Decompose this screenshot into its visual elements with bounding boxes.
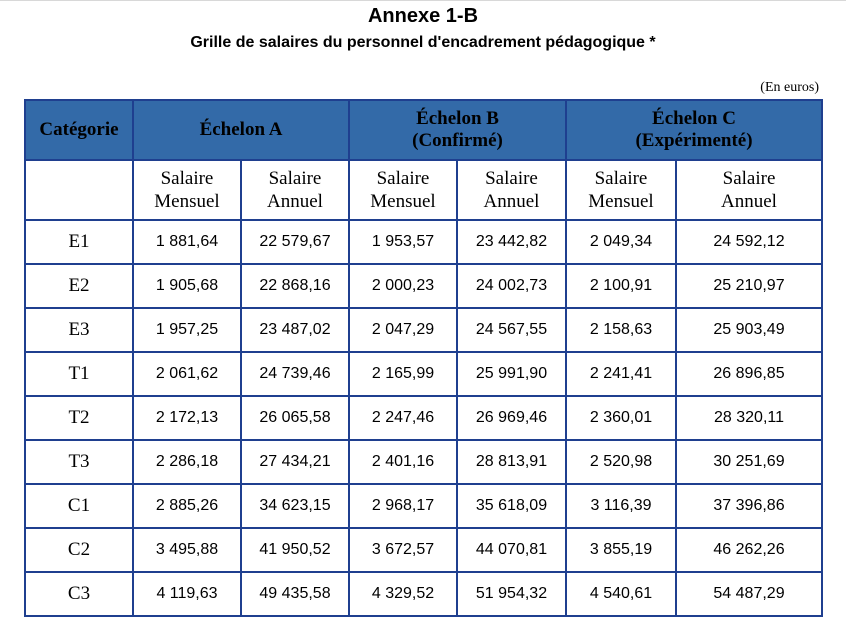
value-cell: 26 896,85	[676, 352, 822, 396]
value-cell: 24 002,73	[457, 264, 566, 308]
value-cell: 2 000,23	[349, 264, 457, 308]
value-cell: 34 623,15	[241, 484, 349, 528]
value-cell: 2 401,16	[349, 440, 457, 484]
value-cell: 2 100,91	[566, 264, 676, 308]
value-cell: 49 435,58	[241, 572, 349, 616]
value-cell: 4 329,52	[349, 572, 457, 616]
table-row	[25, 352, 822, 396]
subheader-line2: Annuel	[267, 191, 323, 212]
subheader-line1: Salaire	[376, 168, 430, 189]
value-cell: 1 905,68	[133, 264, 241, 308]
category-header: Catégorie	[25, 100, 133, 160]
unit-note: (En euros)	[760, 80, 819, 95]
group-header-line1: Échelon C	[652, 108, 736, 129]
value-cell: 37 396,86	[676, 484, 822, 528]
subheader-monthly-c	[566, 160, 676, 220]
top-divider	[0, 0, 846, 1]
value-cell: 2 241,41	[566, 352, 676, 396]
value-cell: 2 520,98	[566, 440, 676, 484]
value-cell: 28 813,91	[457, 440, 566, 484]
category-cell: T3	[25, 440, 133, 484]
value-cell: 2 286,18	[133, 440, 241, 484]
value-cell: 2 061,62	[133, 352, 241, 396]
table-row	[25, 264, 822, 308]
subheader-line2: Mensuel	[154, 191, 220, 212]
category-cell: C3	[25, 572, 133, 616]
value-cell: 4 540,61	[566, 572, 676, 616]
value-cell: 2 247,46	[349, 396, 457, 440]
group-header-line2: (Confirmé)	[412, 130, 503, 151]
document-subtitle: Grille de salaires du personnel d'encadrement pédagogique *	[190, 34, 656, 51]
value-cell: 2 047,29	[349, 308, 457, 352]
table-row	[25, 220, 822, 264]
subheader-line2: Annuel	[483, 191, 540, 212]
subheader-annual-c	[676, 160, 822, 220]
subheader-line1: Salaire	[268, 168, 322, 189]
value-cell: 2 968,17	[349, 484, 457, 528]
value-cell: 2 360,01	[566, 396, 676, 440]
subheader-row	[25, 160, 822, 220]
value-cell: 22 868,16	[241, 264, 349, 308]
subheader-line1: Salaire	[722, 168, 776, 189]
category-cell: E3	[25, 308, 133, 352]
value-cell: 24 567,55	[457, 308, 566, 352]
document-title: Annexe 1-B	[367, 5, 479, 27]
value-cell: 2 165,99	[349, 352, 457, 396]
value-cell: 22 579,67	[241, 220, 349, 264]
table-row	[25, 528, 822, 572]
value-cell: 25 903,49	[676, 308, 822, 352]
value-cell: 2 885,26	[133, 484, 241, 528]
value-cell: 3 495,88	[133, 528, 241, 572]
value-cell: 3 672,57	[349, 528, 457, 572]
table-row	[25, 484, 822, 528]
category-cell: E1	[25, 220, 133, 264]
table-row	[25, 572, 822, 616]
value-cell: 23 487,02	[241, 308, 349, 352]
subheader-line1: Salaire	[594, 168, 648, 189]
value-cell: 54 487,29	[676, 572, 822, 616]
value-cell: 1 957,25	[133, 308, 241, 352]
subheader-annual-a	[241, 160, 349, 220]
value-cell: 2 172,13	[133, 396, 241, 440]
value-cell: 3 116,39	[566, 484, 676, 528]
empty-subheader-cell	[25, 160, 133, 220]
table-row	[25, 440, 822, 484]
value-cell: 51 954,32	[457, 572, 566, 616]
group-header-line1: Échelon B	[416, 108, 499, 129]
subheader-line2: Mensuel	[370, 191, 436, 212]
subheader-annual-b	[457, 160, 566, 220]
value-cell: 41 950,52	[241, 528, 349, 572]
group-header-line1: Échelon A	[199, 119, 283, 140]
value-cell: 1 881,64	[133, 220, 241, 264]
value-cell: 35 618,09	[457, 484, 566, 528]
subheader-monthly-a	[133, 160, 241, 220]
salary-grid-table	[24, 99, 823, 617]
group-header-echelon-a	[133, 100, 349, 160]
subheader-line2: Annuel	[721, 191, 777, 212]
value-cell: 23 442,82	[457, 220, 566, 264]
value-cell: 44 070,81	[457, 528, 566, 572]
category-cell: T2	[25, 396, 133, 440]
group-header-row	[25, 100, 822, 160]
value-cell: 46 262,26	[676, 528, 822, 572]
category-cell: T1	[25, 352, 133, 396]
value-cell: 30 251,69	[676, 440, 822, 484]
value-cell: 4 119,63	[133, 572, 241, 616]
subheader-line1: Salaire	[160, 168, 214, 189]
table-row	[25, 308, 822, 352]
value-cell: 24 592,12	[676, 220, 822, 264]
category-cell: E2	[25, 264, 133, 308]
value-cell: 1 953,57	[349, 220, 457, 264]
group-header-echelon-c	[566, 100, 822, 160]
group-header-line2: (Expérimenté)	[635, 130, 753, 151]
category-cell: C1	[25, 484, 133, 528]
group-header-echelon-b	[349, 100, 566, 160]
subheader-line1: Salaire	[485, 168, 538, 189]
value-cell: 2 049,34	[566, 220, 676, 264]
value-cell: 2 158,63	[566, 308, 676, 352]
value-cell: 26 969,46	[457, 396, 566, 440]
value-cell: 25 991,90	[457, 352, 566, 396]
subheader-line2: Mensuel	[588, 191, 654, 212]
value-cell: 24 739,46	[241, 352, 349, 396]
table-row	[25, 396, 822, 440]
value-cell: 28 320,11	[676, 396, 822, 440]
value-cell: 27 434,21	[241, 440, 349, 484]
value-cell: 3 855,19	[566, 528, 676, 572]
category-cell: C2	[25, 528, 133, 572]
value-cell: 25 210,97	[676, 264, 822, 308]
subheader-monthly-b	[349, 160, 457, 220]
value-cell: 26 065,58	[241, 396, 349, 440]
